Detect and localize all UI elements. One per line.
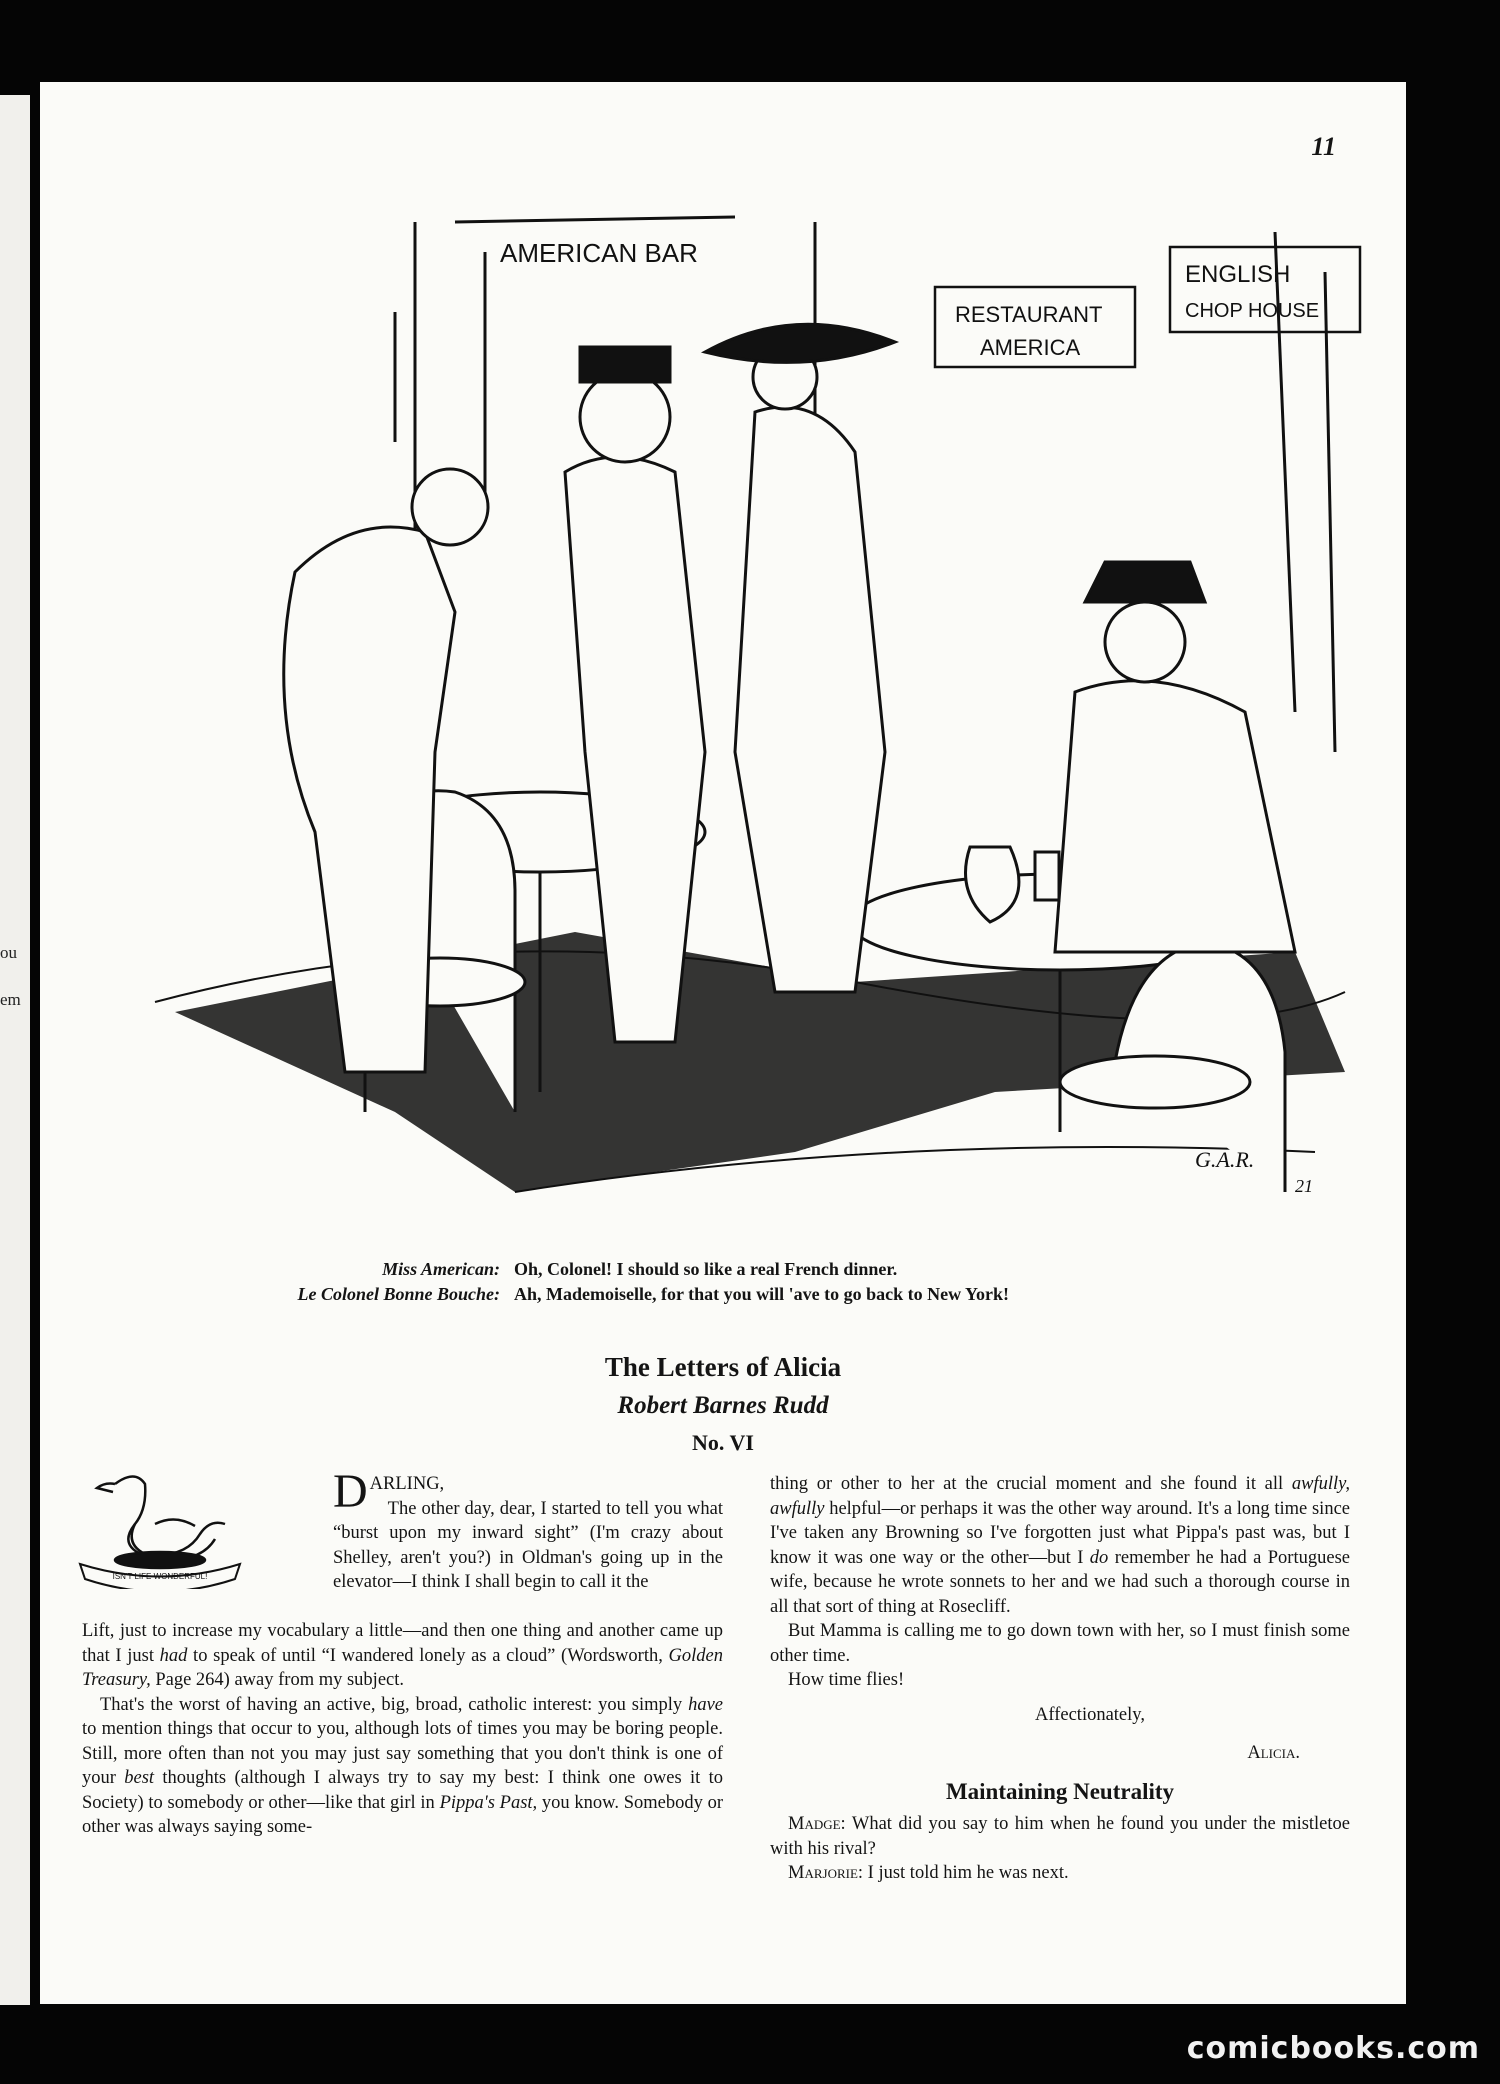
caption-text: Oh, Colonel! I should so like a real French dinner. [514, 1259, 898, 1279]
paragraph [82, 1619, 723, 1693]
caption-text: Ah, Mademoiselle, for that you will 'ave to go back to New York! [514, 1284, 1009, 1304]
caption-line [40, 1282, 1406, 1307]
text-run-italic: do [1089, 1547, 1109, 1568]
article-author: Robert Barnes Rudd [617, 1392, 829, 1419]
piece-title: Maintaining Neutrality [945, 1778, 1175, 1804]
text-run-italic: awfully, awfully [770, 1474, 1350, 1519]
text-run-italic: best [124, 1768, 155, 1788]
sign-chop-house: CHOP HOUSE [1185, 300, 1320, 322]
swan-banner-text: ISN'T LIFE WONDERFUL! [112, 1572, 208, 1581]
text-run-italic: Pippa's Past, [439, 1792, 538, 1813]
cartoon-illustration [95, 192, 1375, 1232]
adjacent-page-edge [0, 95, 30, 2005]
text-run: you know. Somebody or other was always saying some- [82, 1792, 723, 1837]
artist-signature: G.A.R. [1195, 1147, 1255, 1172]
adjacent-page-fragment: ou [0, 943, 17, 962]
watermark: comicbooks.com [1186, 2031, 1480, 2066]
letter-signature: Alicia. [1247, 1743, 1300, 1763]
article-column-left-top [333, 1465, 723, 1595]
page-number: 11 [1311, 132, 1336, 161]
sign-america: AMERICA [980, 335, 1081, 360]
text-run: Lift, just to increase my vocabulary a little—and then one thing and another came up that I just [82, 1621, 723, 1666]
dialogue-line [770, 1812, 1350, 1861]
text-run: to speak of until “I wandered lonely as a cloud” (Wordsworth, [187, 1645, 669, 1666]
paragraph: But Mamma is calling me to go down town with her, so I must finish some other time. [770, 1621, 1350, 1666]
swan-icon [75, 1464, 245, 1589]
article-title: The Letters of Alicia [604, 1352, 842, 1382]
cartoon-caption [40, 1257, 1406, 1307]
artist-signature-year: 21 [1295, 1176, 1313, 1196]
cafe-scene-drawing [95, 192, 1375, 1232]
paragraph [82, 1693, 723, 1840]
text-run: That's the worst of having an active, big, broad, catholic interest: you simply [100, 1694, 689, 1715]
article-number: No. VI [692, 1430, 754, 1455]
caption-speaker: Le Colonel Bonne Bouche: [297, 1284, 500, 1304]
swan-emblem [75, 1464, 245, 1589]
article-column-left-bottom [82, 1619, 723, 1840]
paragraph [770, 1472, 1350, 1619]
text-run-italic: had [159, 1645, 188, 1666]
sign-restaurant: RESTAURANT [955, 302, 1103, 327]
paragraph: The other day, dear, I started to tell you what “burst upon my inward sight” (I'm crazy about Shelley, aren't you?) in Oldman's going up in the elevator—I think I shall begin to call it the [333, 1498, 723, 1592]
text-run: Page 264) away from my subject. [150, 1670, 405, 1690]
salutation: ARLING, [369, 1474, 445, 1494]
text-run: thing or other to her at the crucial moment and she found it all [770, 1474, 1292, 1494]
magazine-page [40, 82, 1406, 2004]
text-run: helpful—or perhaps it was the other way around. It's a long time since I've taken any Browning so I've forgotten just what Pippa's past was, but I know it was one way or the other—but I [770, 1498, 1350, 1568]
dialogue-text: I just told him he was next. [863, 1863, 1069, 1883]
paragraph: How time flies! [788, 1670, 905, 1690]
text-run-italic: have [688, 1694, 723, 1715]
caption-speaker: Miss American: [382, 1259, 500, 1279]
dialogue-speaker: Marjorie: [788, 1863, 864, 1883]
sign-english: ENGLISH [1185, 261, 1291, 288]
dialogue-text: What did you say to him when he found you under the mistletoe with his rival? [770, 1814, 1350, 1859]
dialogue-speaker: Madge: [788, 1814, 846, 1834]
adjacent-page-fragment: em [0, 990, 21, 1009]
drop-cap: D [333, 1465, 368, 1518]
sign-american-bar: AMERICAN BAR [500, 238, 698, 268]
letter-closing: Affectionately, [1035, 1704, 1145, 1725]
dialogue-line [770, 1861, 1350, 1886]
article-column-right [770, 1472, 1350, 1886]
caption-line [40, 1257, 1406, 1282]
text-run-italic: Golden Treasury, [82, 1645, 723, 1690]
text-run: thoughts (although I always try to say my best: I think one owes it to Society) to somebody or other—like that girl in [82, 1768, 723, 1813]
text-run: remember he had a Portuguese wife, because he wrote sonnets to her and we had such a thorough course in all that sort of thing at Rosecliff. [770, 1547, 1350, 1617]
text-run: to mention things that occur to you, although lots of times you may be boring people. Still, more often than not you may just say something that you don't think is one of your [82, 1719, 723, 1788]
